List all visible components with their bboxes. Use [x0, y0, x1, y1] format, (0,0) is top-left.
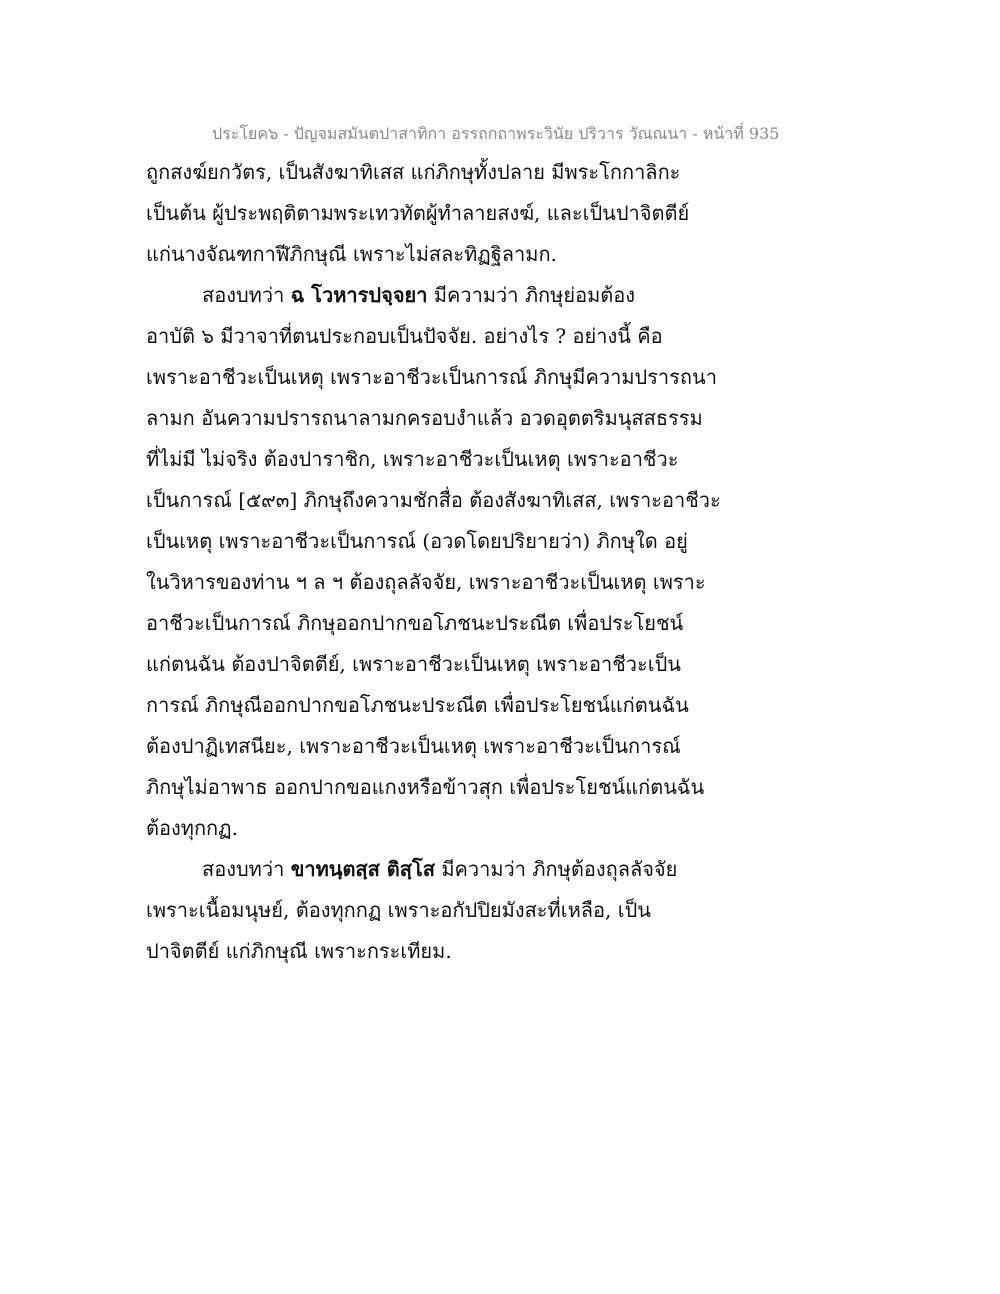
- paragraph2-line: อาชีวะเป็นการณ์ ภิกษุออกปากขอโภชนะประณีต เพื่อประโยชน์: [146, 611, 684, 635]
- paragraph1-line: ถูกสงฆ์ยกวัตร, เป็นสังฆาทิเสส แก่ภิกษุทั้งปลาย มีพระโกกาลิกะ: [146, 160, 681, 184]
- paragraph2-line: ต้องปาฏิเทสนียะ, เพราะอาชีวะเป็นเหตุ เพราะอาชีวะเป็นการณ์: [146, 734, 681, 758]
- paragraph2-line: เพราะอาชีวะเป็นเหตุ เพราะอาชีวะเป็นการณ์ ภิกษุมีความปรารถนา: [146, 365, 717, 389]
- paragraph1-line: แก่นางจัณฑกาฬีภิกษุณี เพราะไม่สละทิฏฐิลามก.: [146, 242, 557, 266]
- paragraph3-lead-term: ขาทนฺตสฺส ติสฺโส: [290, 857, 435, 881]
- paragraph2-line: เป็นเหตุ เพราะอาชีวะเป็นการณ์ (อวดโดยปริยายว่า) ภิกษุใด อยู่: [146, 529, 688, 553]
- paragraph2-line: เป็นการณ์ [๕๙๓] ภิกษุถึงความชักสื่อ ต้องสังฆาทิเสส, เพราะอาชีวะ: [146, 488, 721, 512]
- paragraph2-line: ที่ไม่มี ไม่จริง ต้องปาราชิก, เพราะอาชีวะเป็นเหตุ เพราะอาชีวะ: [146, 447, 679, 471]
- paragraph3-lead-suffix: มีความว่า ภิกษุต้องถุลลัจจัย: [434, 857, 678, 881]
- paragraph2-line: อาบัติ ๖ มีวาจาที่ตนประกอบเป็นปัจจัย. อย่างไร ? อย่างนี้ คือ: [146, 324, 663, 348]
- paragraph2-line: ภิกษุไม่อาพาธ ออกปากขอแกงหรือข้าวสุก เพื่อประโยชน์แก่ตนฉัน: [146, 775, 705, 799]
- paragraph2-lead-suffix: มีความว่า ภิกษุย่อมต้อง: [427, 283, 636, 307]
- paragraph3-lead-prefix: สองบทว่า: [202, 857, 291, 881]
- paragraph2-line: ลามก อันความปรารถนาลามกครอบงำแล้ว อวดอุตตริมนุสสธรรม: [146, 406, 703, 430]
- paragraph1-line: เป็นต้น ผู้ประพฤติตามพระเทวทัตผู้ทำลายสงฆ์, และเป็นปาจิตตีย์: [146, 201, 690, 225]
- paragraph2-line: การณ์ ภิกษุณีออกปากขอโภชนะประณีต เพื่อประโยชน์แก่ตนฉัน: [146, 693, 689, 717]
- paragraph2-lead-term: ฉ โวหารปจฺจยา: [290, 283, 428, 307]
- paragraph3-line: เพราะเนื้อมนุษย์, ต้องทุกกฏ เพราะอกัปปิยมังสะที่เหลือ, เป็น: [146, 898, 651, 922]
- paragraph2-line: ต้องทุกกฏ.: [146, 816, 238, 840]
- paragraph2-line: ในวิหารของท่าน ฯ ล ฯ ต้องถุลลัจจัย, เพราะอาชีวะเป็นเหตุ เพราะ: [146, 570, 706, 594]
- paragraph2-line: แก่ตนฉัน ต้องปาจิตตีย์, เพราะอาชีวะเป็นเหตุ เพราะอาชีวะเป็น: [146, 652, 681, 676]
- running-header: ประโยค๖ - ปัญจมสมันตปาสาทิกา อรรถกถาพระวินัย ปริวาร วัณณนา - หน้าที่ 935: [212, 124, 780, 143]
- paragraph2-lead-prefix: สองบทว่า: [202, 283, 291, 307]
- paragraph3-lead-line: [146, 849, 706, 890]
- paragraph2-lead-line: [146, 275, 706, 316]
- paragraph3-line: ปาจิตตีย์ แก่ภิกษุณี เพราะกระเทียม.: [146, 939, 452, 963]
- body-text: [146, 152, 721, 972]
